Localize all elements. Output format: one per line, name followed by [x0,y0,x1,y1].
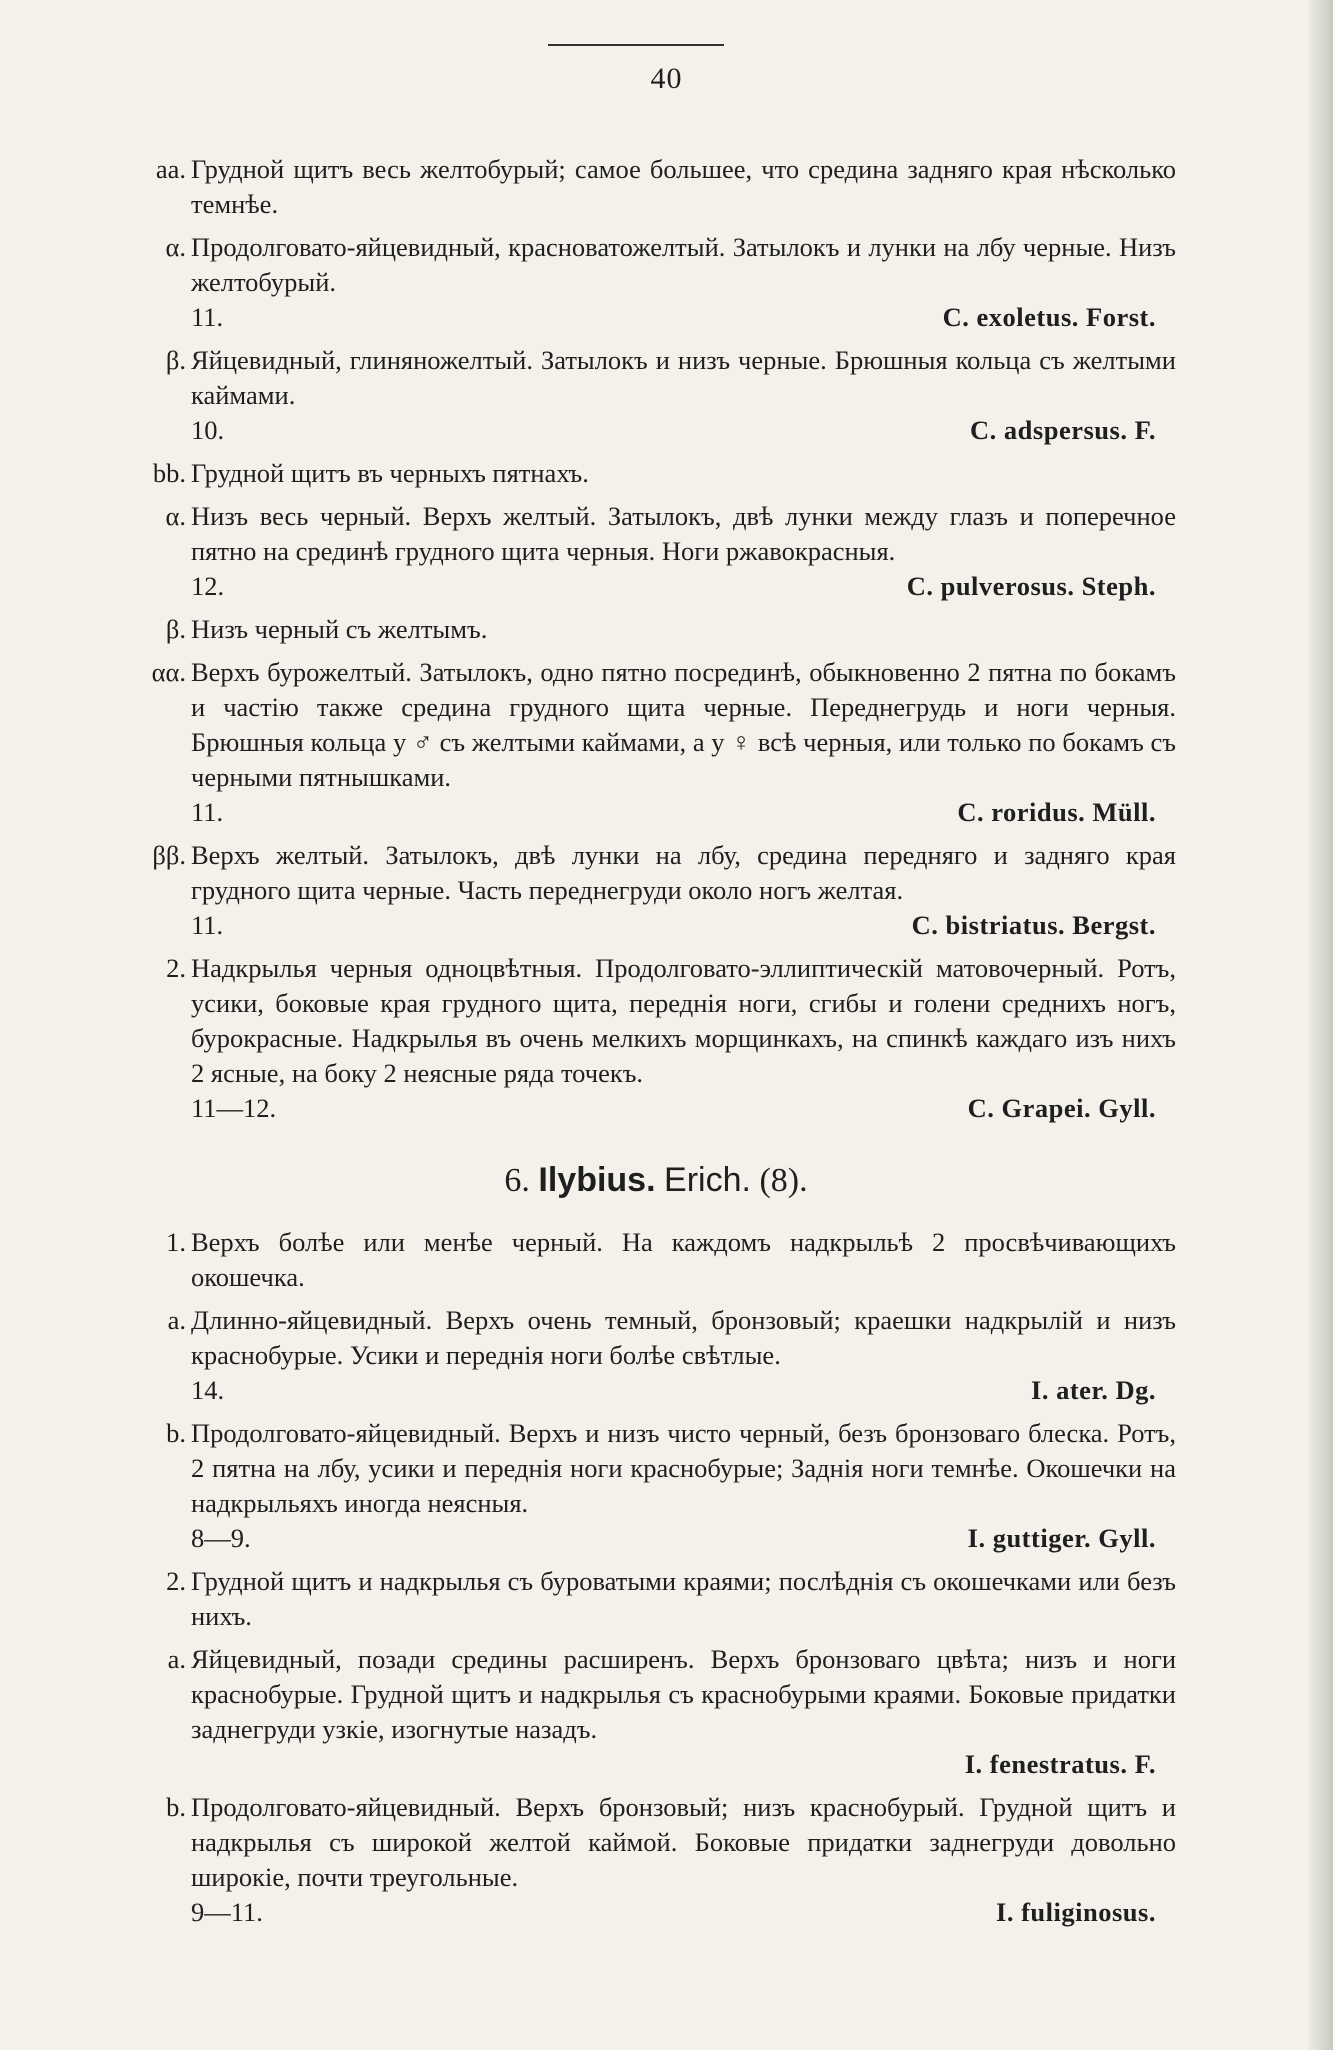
entry-marker: β. [165,345,186,375]
entry-marker: b. [166,1418,186,1448]
entry-marker: aa. [155,154,186,184]
entry-text [191,456,1176,491]
entry-description: Длинно-яйцевидный. Верхъ очень темный, бронзовый; краешки надкрылій и низъ краснобурые. Усики и переднія ноги болѣе свѣтлые. [191,1305,1176,1370]
entry-description: Грудной щитъ въ черныхъ пятнахъ. [191,458,589,488]
key-entry [136,951,1176,1126]
entry-description: Надкрылья черныя одноцвѣтныя. Продолговато-эллиптическій матовочерный. Ротъ, усики, боковые края грудного щита, переднія ноги, сгибы и голени среднихъ ногъ, бурокрасные. Надкрылья въ очень мелкихъ морщинкахъ, на спинкѣ каждаго изъ нихъ 2 ясные, на боку 2 неясные ряда точекъ. [191,953,1176,1088]
section-number: 6. [504,1162,530,1199]
entry-marker: b. [166,1792,186,1822]
entry-description: Грудной щитъ весь желтобурый; самое большее, что средина задняго края нѣсколько темнѣе. [191,154,1176,219]
key-entry [136,612,1176,647]
key-entry [136,456,1176,491]
entry-description: Верхъ болѣе или менѣе черный. На каждомъ надкрыльѣ 2 просвѣчивающихъ окошечка. [191,1227,1176,1292]
species-name: C. exoletus. Forst. [942,302,1156,332]
species-name: I. fuliginosus. [996,1897,1156,1927]
entry-description: Низъ черный съ желтымъ. [191,614,488,644]
entry-text [191,230,1176,335]
entry-result-line [191,1895,1176,1930]
entry-text [191,1416,1176,1556]
key-entry [136,1225,1176,1295]
header-rule [548,44,724,46]
entry-text [191,951,1176,1126]
species-name: C. pulverosus. Steph. [906,571,1156,601]
key-entry [136,1303,1176,1408]
entry-text [191,655,1176,830]
species-count: (8). [759,1162,808,1199]
entry-result-line [191,413,1176,448]
species-name: I. fenestratus. F. [964,1749,1156,1779]
plate-number: 11—12. [191,1093,277,1123]
entry-description: Яйцевидный, позади средины расширенъ. Верхъ бронзоваго цвѣта; низъ и ноги краснобурые. Грудной щитъ и надкрылья съ краснобурыми краями. Боковые придатки заднегруди узкіе, изогнутые назадъ. [191,1644,1176,1744]
entry-result-line [191,1373,1176,1408]
entry-marker: 2. [166,1566,186,1596]
species-name: I. guttiger. Gyll. [967,1523,1156,1553]
page-edge [1309,0,1333,2050]
entry-marker: α. [165,232,186,262]
key-entry [136,1564,1176,1634]
entry-result-line [191,569,1176,604]
key-entry [136,1790,1176,1930]
page-body [136,152,1176,1938]
genus-author: Erich. [664,1161,751,1199]
key-entry [136,343,1176,448]
entry-marker: 1. [166,1227,186,1257]
entry-description: Низъ весь черный. Верхъ желтый. Затылокъ, двѣ лунки между глазъ и поперечное пятно на срединѣ грудного щита черныя. Ноги ржавокрасныя. [191,501,1176,566]
entry-marker: bb. [152,458,186,488]
entry-description: Продолговато-яйцевидный, красноватожелтый. Затылокъ и лунки на лбу черные. Низъ желтобурый. [191,232,1176,297]
plate-number: 12. [191,571,225,601]
entry-text [191,612,1176,647]
key-entry [136,499,1176,604]
page-header [0,62,1333,96]
plate-number: 11. [191,910,224,940]
entry-marker: αα. [151,657,186,687]
key-entry [136,1416,1176,1556]
entry-description: Яйцевидный, глиняножелтый. Затылокъ и низъ черные. Брюшныя кольца съ желтыми каймами. [191,345,1176,410]
key-entry [136,230,1176,335]
entry-text [191,343,1176,448]
entry-result-line [191,908,1176,943]
entry-description: Верхъ желтый. Затылокъ, двѣ лунки на лбу, средина передняго и задняго края грудного щита черные. Часть переднегруди около ногъ желтая. [191,840,1176,905]
key-list-part-1 [136,152,1176,1126]
entry-description: Верхъ бурожелтый. Затылокъ, одно пятно посрединѣ, обыкновенно 2 пятна по бокамъ и частію также средина грудного щита черные. Переднегрудь и ноги черныя. Брюшныя кольца у ♂ съ желтыми каймами, а у ♀ всѣ черныя, или только по бокамъ съ черными пятнышками. [191,657,1176,792]
plate-number: 10. [191,415,225,445]
entry-text [191,1303,1176,1408]
plate-number: 9—11. [191,1897,263,1927]
key-entry [136,1642,1176,1782]
key-entry [136,655,1176,830]
section-heading [136,1160,1176,1201]
entry-text [191,1790,1176,1930]
plate-number: 14. [191,1375,225,1405]
entry-result-line [191,1747,1176,1782]
entry-marker: 2. [166,953,186,983]
entry-description: Продолговато-яйцевидный. Верхъ и низъ чисто черный, безъ бронзоваго блеска. Ротъ, 2 пятна на лбу, усики и переднія ноги краснобурые; Заднія ноги темнѣе. Окошечки на надкрыльяхъ иногда неясныя. [191,1418,1176,1518]
plate-number: 11. [191,302,224,332]
entry-result-line [191,300,1176,335]
species-name: C. Grapei. Gyll. [967,1093,1156,1123]
entry-text [191,1564,1176,1634]
entry-text [191,499,1176,604]
entry-marker: α. [165,501,186,531]
species-name: C. bistriatus. Bergst. [911,910,1156,940]
entry-marker: β. [165,614,186,644]
key-entry [136,838,1176,943]
key-list-part-2 [136,1225,1176,1930]
entry-result-line [191,1521,1176,1556]
entry-result-line [191,795,1176,830]
genus-name: Ilybius. [538,1161,656,1199]
entry-text [191,152,1176,222]
entry-marker: ββ. [152,840,186,870]
entry-text [191,1225,1176,1295]
entry-marker: a. [167,1305,186,1335]
species-name: C. adspersus. F. [970,415,1156,445]
species-name: C. roridus. Müll. [957,797,1156,827]
entry-text [191,1642,1176,1782]
entry-marker: a. [167,1644,186,1674]
entry-text [191,838,1176,943]
plate-number: 11. [191,797,224,827]
entry-description: Грудной щитъ и надкрылья съ буроватыми краями; послѣднія съ окошечками или безъ нихъ. [191,1566,1176,1631]
species-name: I. ater. Dg. [1031,1375,1156,1405]
key-entry [136,152,1176,222]
plate-number: 8—9. [191,1523,251,1553]
page-number: 40 [650,62,683,95]
entry-description: Продолговато-яйцевидный. Верхъ бронзовый; низъ краснобурый. Грудной щитъ и надкрылья съ широкой желтой каймой. Боковые придатки заднегруди довольно широкіе, почти треугольные. [191,1792,1176,1892]
entry-result-line [191,1091,1176,1126]
